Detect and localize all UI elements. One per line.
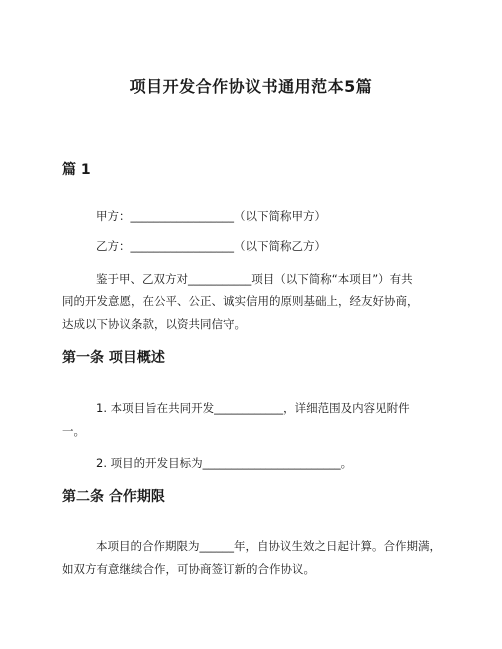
party-b-line: 乙方：__________________（以下简称乙方） [96, 239, 326, 253]
article-2-heading: 第二条 合作期限 [62, 489, 165, 505]
party-a-line: 甲方：__________________（以下简称甲方） [96, 209, 326, 223]
article-1-item-2: 2. 项目的开发目标为________________________。 [96, 456, 353, 470]
article-2-line-2: 如双方有意继续合作，可协商签订新的合作协议。 [62, 562, 315, 576]
intro-line-3: 达成以下协议条款，以资共同信守。 [62, 317, 246, 331]
article-1-item-1-line-1: 1. 本项目旨在共同开发____________，详细范围及内容见附件 [96, 401, 410, 415]
document-title: 项目开发合作协议书通用范本5篇 [129, 77, 373, 96]
article-2-line-1: 本项目的合作期限为______年，自协议生效之日起计算。合作期满， [96, 539, 441, 553]
article-1-item-1-line-2: 一。 [62, 424, 85, 438]
section-heading: 篇 1 [62, 162, 91, 178]
intro-line-2: 同的开发意愿，在公平、公正、诚实信用的原则基础上，经友好协商， [62, 294, 419, 308]
article-1-heading: 第一条 项目概述 [62, 350, 165, 366]
intro-line-1: 鉴于甲、乙双方对___________项目（以下简称“本项目”）有共 [96, 272, 413, 286]
